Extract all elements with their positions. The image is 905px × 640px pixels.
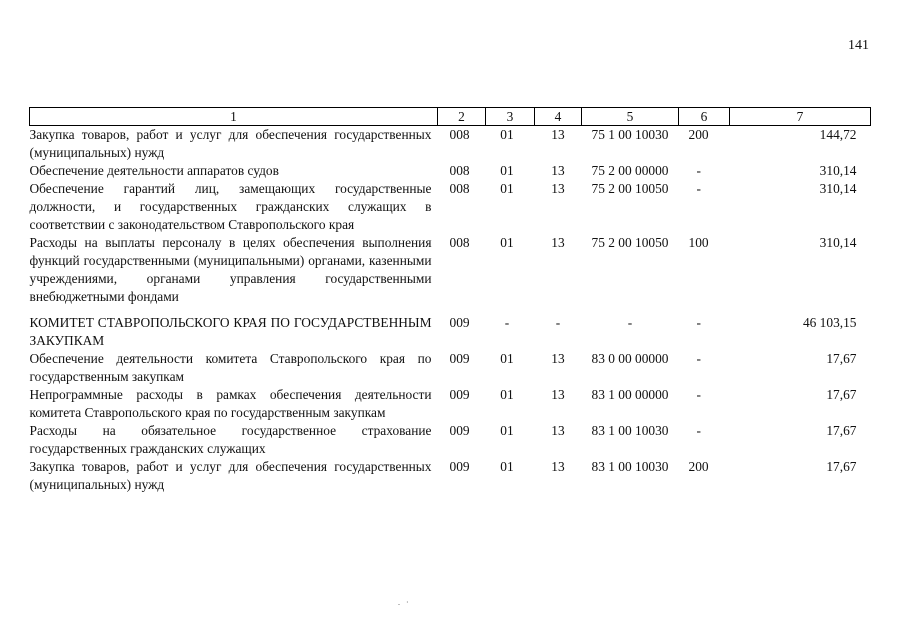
expense-name: КОМИТЕТ СТАВРОПОЛЬСКОГО КРАЯ ПО ГОСУДАРСТВЕННЫМ ЗАКУПКАМ (29, 315, 432, 348)
subsection-code: 13 (551, 181, 565, 196)
subsection-code: 13 (551, 127, 565, 142)
expense-type-code: - (696, 351, 701, 366)
section-code: 01 (500, 181, 514, 196)
expense-name: Обеспечение деятельности комитета Ставропольского края по государственным закупкам (29, 351, 432, 384)
target-article-code: 83 1 00 10030 (591, 459, 669, 474)
target-article-code: 83 0 00 00000 (591, 351, 669, 366)
page-number: 141 (848, 38, 869, 53)
section-code: 01 (500, 387, 514, 402)
ministry-code: 009 (449, 351, 470, 366)
amount: 310,14 (819, 235, 857, 250)
amount: 144,72 (819, 127, 857, 142)
subsection-code: 13 (551, 351, 565, 366)
expense-type-code: 100 (688, 235, 709, 250)
column-header: 3 (486, 108, 535, 126)
target-article-code: 83 1 00 00000 (591, 387, 669, 402)
section-code: 01 (500, 163, 514, 178)
table-row (30, 180, 871, 234)
ministry-code: 008 (449, 127, 470, 142)
subsection-code: 13 (551, 163, 565, 178)
amount: 17,67 (826, 387, 857, 402)
table-row (30, 126, 871, 163)
expense-name: Расходы на обязательное государственное страхование государственных гражданских служащих (29, 423, 432, 456)
ministry-code: 009 (449, 315, 470, 330)
section-code: 01 (500, 459, 514, 474)
table-row (30, 458, 871, 494)
section-code: 01 (500, 351, 514, 366)
subsection-code: 13 (551, 387, 565, 402)
subsection-code: 13 (551, 423, 565, 438)
ministry-code: 009 (449, 387, 470, 402)
ministry-code: 008 (449, 181, 470, 196)
header-row (30, 108, 871, 126)
table-row (30, 234, 871, 306)
column-header: 5 (582, 108, 679, 126)
column-header: 6 (679, 108, 730, 126)
subsection-code: 13 (551, 459, 565, 474)
expense-name: Расходы на выплаты персоналу в целях обеспечения выполнения функций государственными (муниципальными) органами, казенными учреждениями, органами управления государственными внебюджетными фондами (29, 235, 432, 304)
budget-table (29, 107, 871, 494)
amount: 310,14 (819, 181, 857, 196)
target-article-code: - (627, 315, 633, 330)
target-article-code: 83 1 00 10030 (591, 423, 669, 438)
expense-type-code: - (696, 163, 701, 178)
expense-name: Закупка товаров, работ и услуг для обеспечения государственных (муниципальных) нужд (29, 127, 432, 160)
subsection-code: - (555, 315, 561, 330)
subsection-code: 13 (551, 235, 565, 250)
section-code: 01 (500, 235, 514, 250)
ministry-code: 009 (449, 423, 470, 438)
expense-type-code: - (696, 315, 701, 330)
table-row (30, 386, 871, 422)
amount: 17,67 (826, 423, 857, 438)
amount: 17,67 (826, 351, 857, 366)
table-row (30, 422, 871, 458)
table-row (30, 162, 871, 180)
target-article-code: 75 2 00 10050 (591, 181, 669, 196)
column-header: 4 (535, 108, 582, 126)
column-header: 1 (30, 108, 438, 126)
expense-name: Закупка товаров, работ и услуг для обеспечения государственных (муниципальных) нужд (29, 459, 432, 492)
ministry-code: 008 (449, 235, 470, 250)
target-article-code: 75 2 00 00000 (591, 163, 669, 178)
ministry-code: 008 (449, 163, 470, 178)
expense-type-code: - (696, 387, 701, 402)
expense-name: Обеспечение деятельности аппаратов судов (29, 163, 279, 178)
target-article-code: 75 1 00 10030 (591, 127, 669, 142)
amount: 46 103,15 (802, 315, 857, 330)
section-code: 01 (500, 423, 514, 438)
scan-speck: . · (398, 598, 409, 607)
expense-type-code: 200 (688, 127, 709, 142)
expense-type-code: 200 (688, 459, 709, 474)
target-article-code: 75 2 00 10050 (591, 235, 669, 250)
amount: 17,67 (826, 459, 857, 474)
column-header: 2 (438, 108, 486, 126)
ministry-code: 009 (449, 459, 470, 474)
expense-name: Обеспечение гарантий лиц, замещающих государственные должности, и государственных гражданских служащих в соответствии с законодательством Ставропольского края (29, 181, 432, 232)
table-row (30, 306, 871, 350)
expense-name: Непрограммные расходы в рамках обеспечения деятельности комитета Ставропольского края по государственным закупкам (29, 387, 432, 420)
expense-type-code: - (696, 423, 701, 438)
table-row (30, 350, 871, 386)
column-header: 7 (730, 108, 871, 126)
section-code: - (504, 315, 510, 330)
amount: 310,14 (819, 163, 857, 178)
section-code: 01 (500, 127, 514, 142)
expense-type-code: - (696, 181, 701, 196)
